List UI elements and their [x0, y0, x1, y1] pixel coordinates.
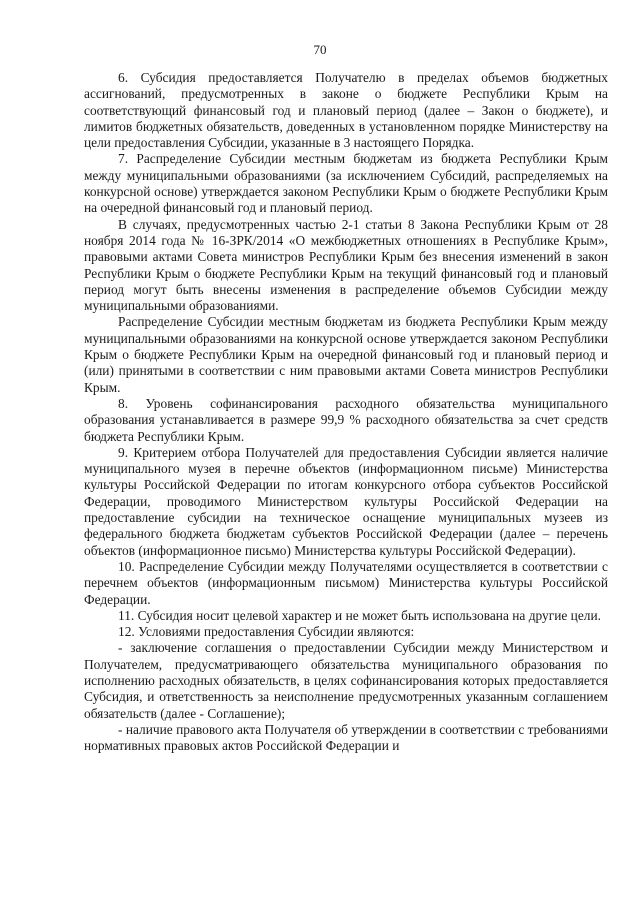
paragraph-7-distribution: 7. Распределение Субсидии местным бюджетам из бюджета Республики Крым между муниципальными образованиями (за исключением Субсидий, распределяемых на конкурсной основе) утверждается законом Республики Крым о бюджете Республики Крым на очередной финансовый год и плановый период. — [84, 151, 608, 216]
paragraph-distribution-changes: В случаях, предусмотренных частью 2-1 статьи 8 Закона Республики Крым от 28 ноября 2014 года № 16-ЗРК/2014 «О межбюджетных отношениях в Республике Крым», правовыми актами Совета министров Республики Крым без внесения изменений в закон Республики Крым о бюджете Республики Крым на текущий финансовый год и плановый период могут быть внесены изменения в распределение объемов Субсидии между муниципальными образованиями. — [84, 216, 608, 314]
document-body — [84, 70, 608, 754]
paragraph-9-selection-criterion: 9. Критерием отбора Получателей для предоставления Субсидии является наличие муниципального музея в перечне объектов (информационном письме) Министерства культуры Российской Федерации по итогам конкурсного отбора субъектов Российской Федерации, проводимого Министерством культуры Российской Федерации на предоставление субсидии на техническое оснащение муниципальных музеев из федерального бюджета бюджетам субъектов Российской Федерации (далее – перечень объектов (информационное письмо) Министерства культуры Российской Федерации). — [84, 444, 608, 558]
paragraph-8-cofinancing: 8. Уровень софинансирования расходного обязательства муниципального образования устанавливается в размере 99,9 % расходного обязательства за счет средств бюджета Республики Крым. — [84, 395, 608, 444]
paragraph-12-conditions: 12. Условиями предоставления Субсидии являются: — [118, 624, 415, 640]
paragraph-11-target-use: 11. Субсидия носит целевой характер и не может быть использована на другие цели. — [118, 607, 601, 623]
paragraph-6-subsidy-limits: 6. Субсидия предоставляется Получателю в пределах объемов бюджетных ассигнований, предусмотренных в законе о бюджете Республики Крым на соответствующий финансовый год и плановый период (далее – Закон о бюджете), и лимитов бюджетных обязательств, доведенных в установленном порядке Министерству на цели предоставления Субсидии, указанные в 3 настоящего Порядка. — [84, 70, 608, 151]
paragraph-competitive-distribution: Распределение Субсидии местным бюджетам из бюджета Республики Крым между муниципальными образованиями на конкурсной основе утверждается законом Республики Крым о бюджете Республики Крым на очередной финансовый год и плановый период и (или) принятыми в соответствии с ним правовыми актами Совета министров Республики Крым. — [84, 314, 608, 395]
page-number: 70 — [313, 42, 327, 57]
list-item-legal-act: - наличие правового акта Получателя об утверждении в соответствии с требованиями нормативных правовых актов Российской Федерации и — [84, 721, 608, 754]
list-item-agreement: - заключение соглашения о предоставлении Субсидии между Министерством и Получателем, предусматривающего обязательства муниципального образования по исполнению расходных обязательств, в целях софинансирования которых предоставляется Субсидия, и ответственность за неисполнение предусмотренных указанным соглашением обязательств (далее - Соглашение); — [84, 640, 608, 721]
paragraph-10-distribution-recipients: 10. Распределение Субсидии между Получателями осуществляется в соответствии с перечнем объектов (информационным письмом) Министерства культуры Российской Федерации. — [84, 558, 608, 607]
